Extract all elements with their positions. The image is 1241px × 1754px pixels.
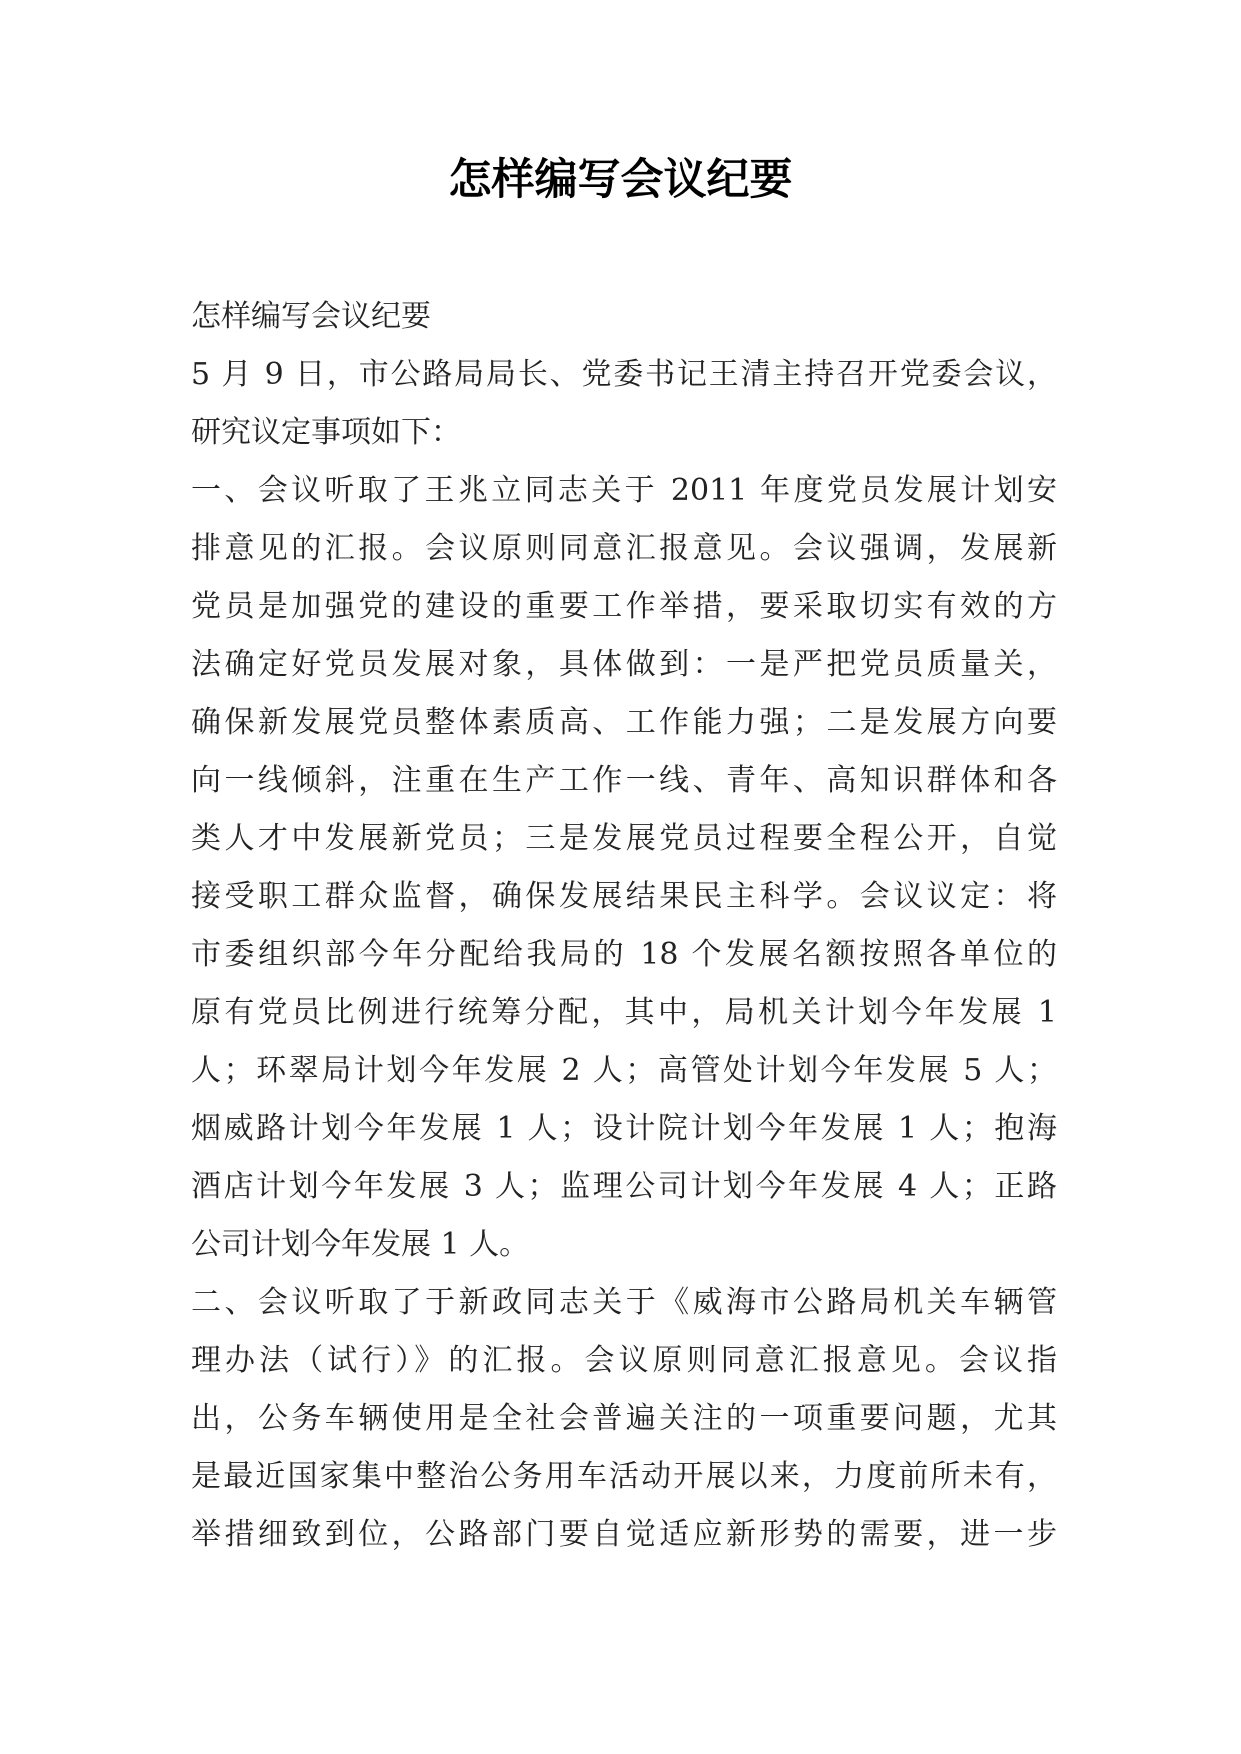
body-line: 怎样编写会议纪要	[191, 299, 431, 334]
body-line: 接受职工群众监督，确保发展结果民主科学。会议议定：将	[191, 879, 1057, 914]
body-line: 一、会议听取了王兆立同志关于 2011 年度党员发展计划安	[191, 473, 1057, 508]
body-line: 5 月 9 日，市公路局局长、党委书记王清主持召开党委会议，	[191, 357, 1057, 392]
body-line: 市委组织部今年分配给我局的 18 个发展名额按照各单位的	[191, 937, 1057, 972]
body-line: 举措细致到位，公路部门要自觉适应新形势的需要，进一步	[191, 1517, 1057, 1552]
body-line: 法确定好党员发展对象，具体做到：一是严把党员质量关，	[191, 647, 1057, 682]
document-title: 怎样编写会议纪要	[448, 155, 793, 205]
body-line: 确保新发展党员整体素质高、工作能力强；二是发展方向要	[191, 705, 1057, 740]
body-line: 类人才中发展新党员；三是发展党员过程要全程公开，自觉	[191, 821, 1057, 856]
body-line: 人；环翠局计划今年发展 2 人；高管处计划今年发展 5 人；	[191, 1053, 1057, 1088]
body-line: 原有党员比例进行统筹分配，其中，局机关计划今年发展 1	[191, 995, 1057, 1030]
body-line: 烟威路计划今年发展 1 人；设计院计划今年发展 1 人；抱海	[191, 1111, 1057, 1146]
document-body	[191, 288, 1057, 1564]
body-line: 理办法（试行）》的汇报。会议原则同意汇报意见。会议指	[191, 1343, 1057, 1378]
body-line: 二、会议听取了于新政同志关于《威海市公路局机关车辆管	[191, 1285, 1057, 1320]
body-line: 出，公务车辆使用是全社会普遍关注的一项重要问题，尤其	[191, 1401, 1057, 1436]
body-line: 向一线倾斜，注重在生产工作一线、青年、高知识群体和各	[191, 763, 1057, 798]
body-line: 党员是加强党的建设的重要工作举措，要采取切实有效的方	[191, 589, 1057, 624]
body-line: 公司计划今年发展 1 人。	[191, 1227, 530, 1262]
body-line: 是最近国家集中整治公务用车活动开展以来，力度前所未有，	[191, 1459, 1057, 1494]
body-line: 排意见的汇报。会议原则同意汇报意见。会议强调，发展新	[191, 531, 1057, 566]
body-line: 研究议定事项如下：	[191, 415, 461, 450]
body-line: 酒店计划今年发展 3 人；监理公司计划今年发展 4 人；正路	[191, 1169, 1057, 1204]
